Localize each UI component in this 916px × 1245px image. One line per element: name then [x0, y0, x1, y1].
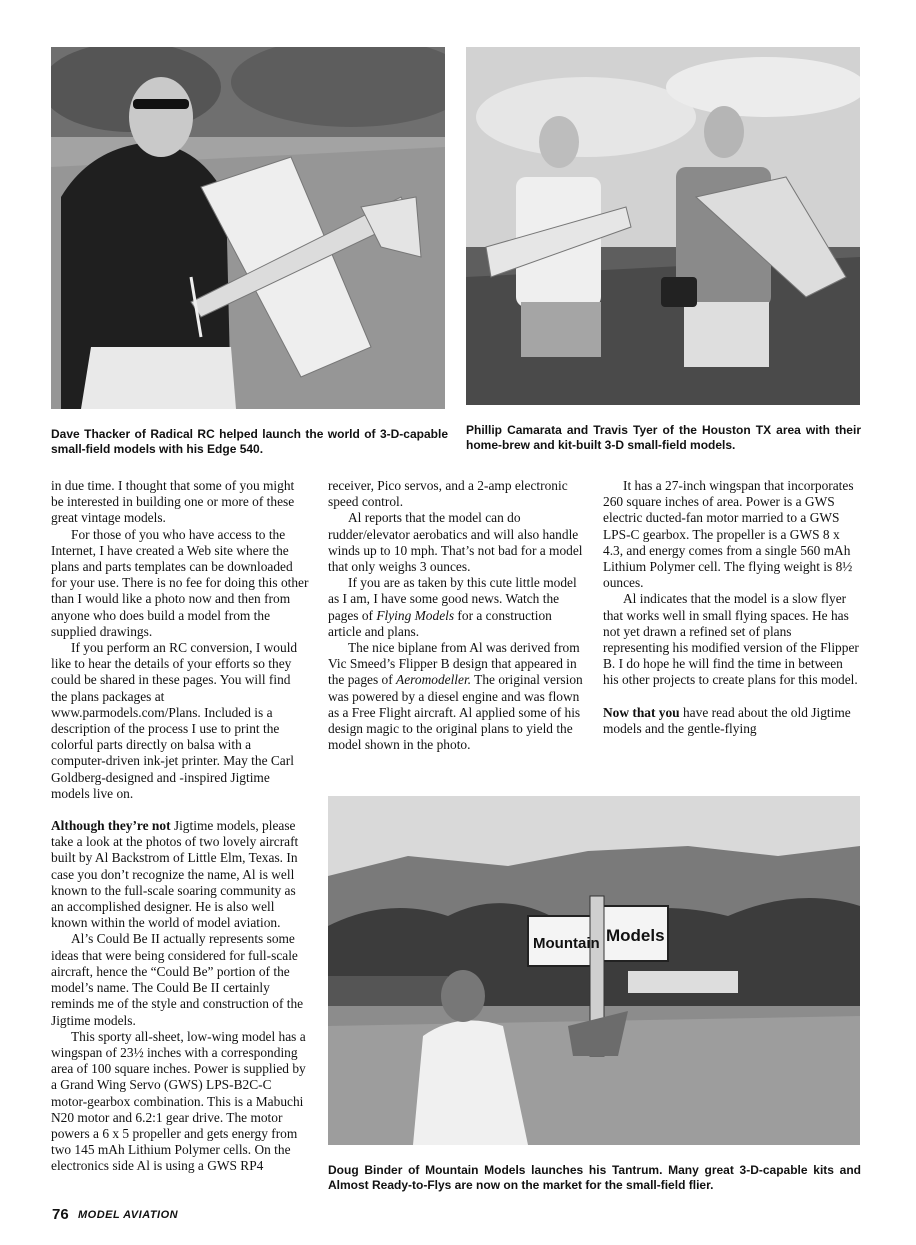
col2-paragraph-2: Al reports that the model can do rudder/elevator aerobatics and will also handle winds up to 10 mph. That’s not bad for a model that only weighs 3 ounces.	[328, 510, 583, 575]
col3-paragraph-3: Now that you have read about the old Jigtime models and the gentle-flying	[603, 704, 851, 736]
col2-paragraph-4: The nice biplane from Al was derived from Vic Smeed’s Flipper B design that appeared in the pages of Aeromodeller. The original version was powered by a diesel engine and was flown as a Free Flight aircraft. Al applied some of his design magic to the original plans to yield the model shown in the photo.	[328, 640, 583, 753]
page-number: 76	[52, 1206, 69, 1223]
caption-thacker: Dave Thacker of Radical RC helped launch the world of 3-D-capable small-field models with his Edge 540.	[51, 427, 448, 456]
col1-paragraph-4: Although they’re not Jigtime models, please take a look at the photos of two lovely aircraft built by Al Backstrom of Little Elm, Texas. In case you don’t recognize the name, Al is well known to the full-scale soaring community as an accomplished designer. He is also well known within the world of model aviation.	[51, 818, 299, 931]
sign-mountain: Mountain	[533, 935, 600, 952]
sign-models: Models	[606, 926, 665, 945]
col1-paragraph-6: This sporty all-sheet, low-wing model has a wingspan of 23½ inches with a corresponding area of 100 square inches. Power is supplied by a Grand Wing Servo (GWS) LPS-B2C-C motor-gearbox combination. This is a Mabuchi N20 motor and 6.2:1 gear drive. The motor powers a 6 x 5 propeller and gets energy from two 145 mAh Lithium Polymer cells. On the electronics side Al is using a GWS RP4	[51, 1028, 306, 1174]
col1-paragraph-1: in due time. I thought that some of you might be interested in building one or more of these great vintage models.	[51, 478, 295, 526]
col3-paragraph-1: It has a 27-inch wingspan that incorporates 260 square inches of area. Power is a GWS electric ducted-fan motor married to a GWS LPS-C gearbox. The propeller is a GWS 8 x 4.3, and energy comes from a single 560 mAh Lithium Polymer cell. The flying weight is 8½ ounces.	[603, 478, 854, 591]
col1-lead-in: Although they’re not	[51, 818, 171, 834]
text-column-1	[51, 478, 309, 1175]
col3-paragraph-2: Al indicates that the model is a slow flyer that works well in small flying spaces. He has not yet drawn a refined set of plans representing his modified version of the Flipper B. I do hope he will find the time in between his other projects to create plans for this model.	[603, 591, 859, 688]
col2-paragraph-1: receiver, Pico servos, and a 2-amp electronic speed control.	[328, 478, 568, 510]
col2-paragraph-3: If you are as taken by this cute little model as I am, I have some good news. Watch the pages of Flying Models for a construction article and plans.	[328, 575, 577, 639]
col3-lead-in: Now that you	[603, 704, 680, 720]
magazine-name: MODEL AVIATION	[78, 1209, 179, 1221]
photo-doug-binder	[328, 796, 860, 1145]
text-column-2	[328, 478, 586, 753]
caption-camarata: Phillip Camarata and Travis Tyer of the Houston TX area with their home-brew and kit-built 3-D small-field models.	[466, 423, 861, 452]
photo-phillip-travis	[466, 47, 860, 405]
col1-paragraph-5: Al’s Could Be II actually represents some ideas that were being considered for full-scale aircraft, hence the “Could Be” portion of the model’s name. The Could Be II certainly reminds me of the style and construction of the Jigtime models.	[51, 931, 304, 1028]
photo-dave-thacker	[51, 47, 445, 409]
col1-paragraph-3: If you perform an RC conversion, I would like to hear the details of your efforts so they could be shared in these pages. You will find the plans packages at www.parmodels.com/Plans. Included is a description of the process I use to print the colorful parts directly on balsa with a computer-driven ink-jet printer. May the Carl Goldberg-designed and -inspired Jigtime models live on.	[51, 640, 298, 801]
col1-paragraph-2: For those of you who have access to the Internet, I have created a Web site where the plans and parts templates can be downloaded for your use. There is no fee for doing this other than I would like a photo now and then from anyone who does build a model from the supplied drawings.	[51, 526, 309, 639]
caption-binder: Doug Binder of Mountain Models launches his Tantrum. Many great 3-D-capable kits and Almost Ready-to-Flys are now on the market for the small-field flier.	[328, 1163, 861, 1192]
text-column-3	[603, 478, 861, 737]
